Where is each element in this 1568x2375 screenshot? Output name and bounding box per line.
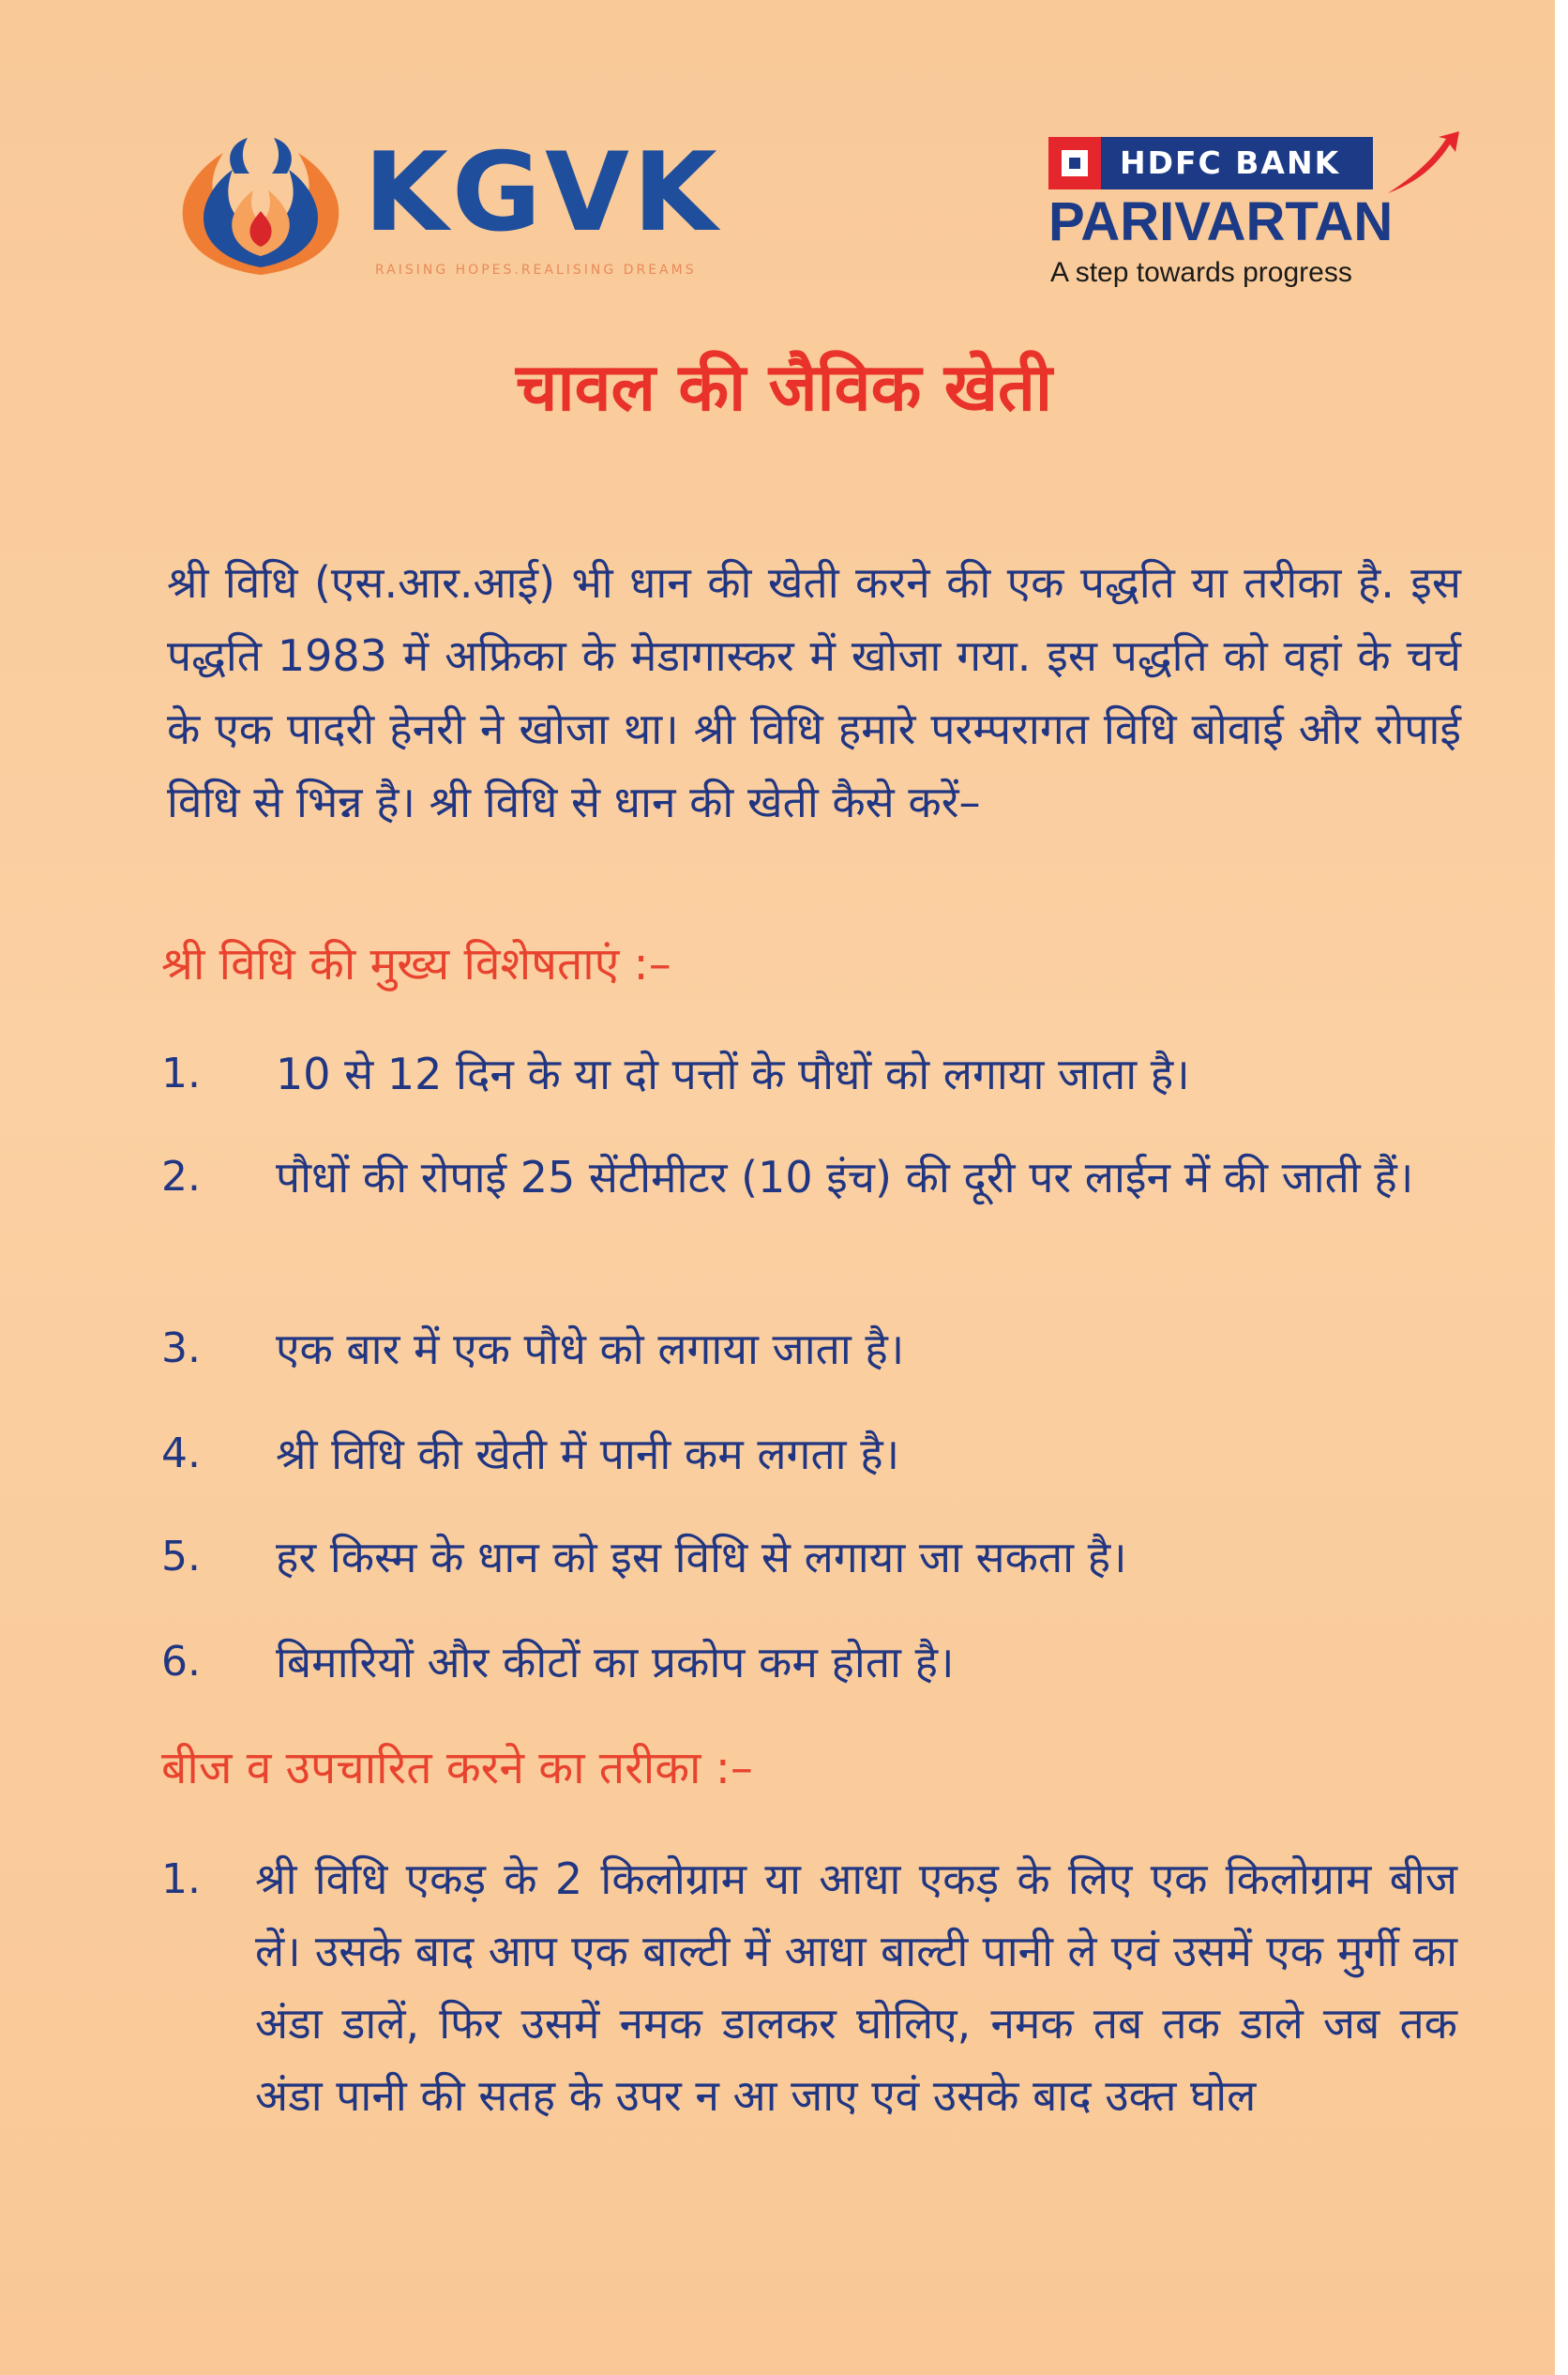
flame-icon [167, 136, 354, 277]
list-item-number: 3. [161, 1324, 201, 1372]
page-title: चावल की जैविक खेती [516, 349, 1052, 426]
features-heading: श्री विधि की मुख्य विशेषताएं :– [161, 938, 671, 991]
list-item-number: 1. [161, 1855, 201, 1903]
seed-treatment-heading: बीज व उपचारित करने का तरीका :– [161, 1742, 753, 1794]
intro-paragraph: श्री विधि (एस.आर.आई) भी धान की खेती करने की एक पद्धति या तरीका है. इस पद्धति 1983 में अफ्रिका के मेडागास्कर में खोजा गया. इस पद्धति को वहां के चर्च के एक पादरी हेनरी ने खोजा था। श्री विधि हमारे परम्परागत विधि बोवाई और रोपाई विधि से भिन्न है। श्री विधि से धान की खेती कैसे करें– [167, 557, 1461, 827]
list-item-text: एक बार में एक पौधे को लगाया जाता है। [276, 1324, 905, 1374]
list-item-number: 4. [161, 1430, 201, 1477]
list-item-text: पौधों की रोपाई 25 सेंटीमीटर (10 इंच) की दूरी पर लाईन में की जाती हैं। [276, 1152, 1414, 1203]
hdfc-bank-name: HDFC BANK [1120, 144, 1341, 181]
list-item-text: हर किस्म के धान को इस विधि से लगाया जा सकता है। [276, 1532, 1127, 1582]
hdfc-bank-badge [1048, 137, 1373, 189]
list-item-text: 10 से 12 दिन के या दो पत्तों के पौधों को लगाया जाता है। [276, 1049, 1190, 1099]
list-item-number: 2. [161, 1153, 201, 1201]
list-item-number: 5. [161, 1533, 201, 1581]
parivartan-wordmark: PARIVARTAN [1048, 191, 1394, 252]
parivartan-tagline: A step towards progress [1050, 257, 1352, 288]
kgvk-wordmark: KGVK [364, 129, 721, 256]
kgvk-logo [167, 131, 805, 291]
list-item-number: 1. [161, 1050, 201, 1097]
hdfc-square-icon [1048, 137, 1101, 189]
list-item-text: श्री विधि एकड़ के 2 किलोग्राम या आधा एकड़ के लिए एक किलोग्राम बीज लें। उसके बाद आप एक बाल्टी में आधा बाल्टी पानी ले एवं उसमें एक मुर्गी का अंडा डालें, फिर उसमें नमक डालकर घोलिए, नमक तब तक डाले जब तक अंडा पानी की सतह के उपर न आ जाए एवं उसके बाद उक्त घोल [255, 1853, 1457, 2121]
hdfc-parivartan-logo [1048, 131, 1461, 291]
list-item-text: श्री विधि की खेती में पानी कम लगता है। [276, 1429, 900, 1479]
list-item-text: बिमारियों और कीटों का प्रकोप कम होता है। [276, 1637, 955, 1687]
arrow-icon [1386, 131, 1461, 197]
list-item-number: 6. [161, 1638, 201, 1686]
kgvk-tagline: RAISING HOPES.REALISING DREAMS [375, 263, 697, 278]
